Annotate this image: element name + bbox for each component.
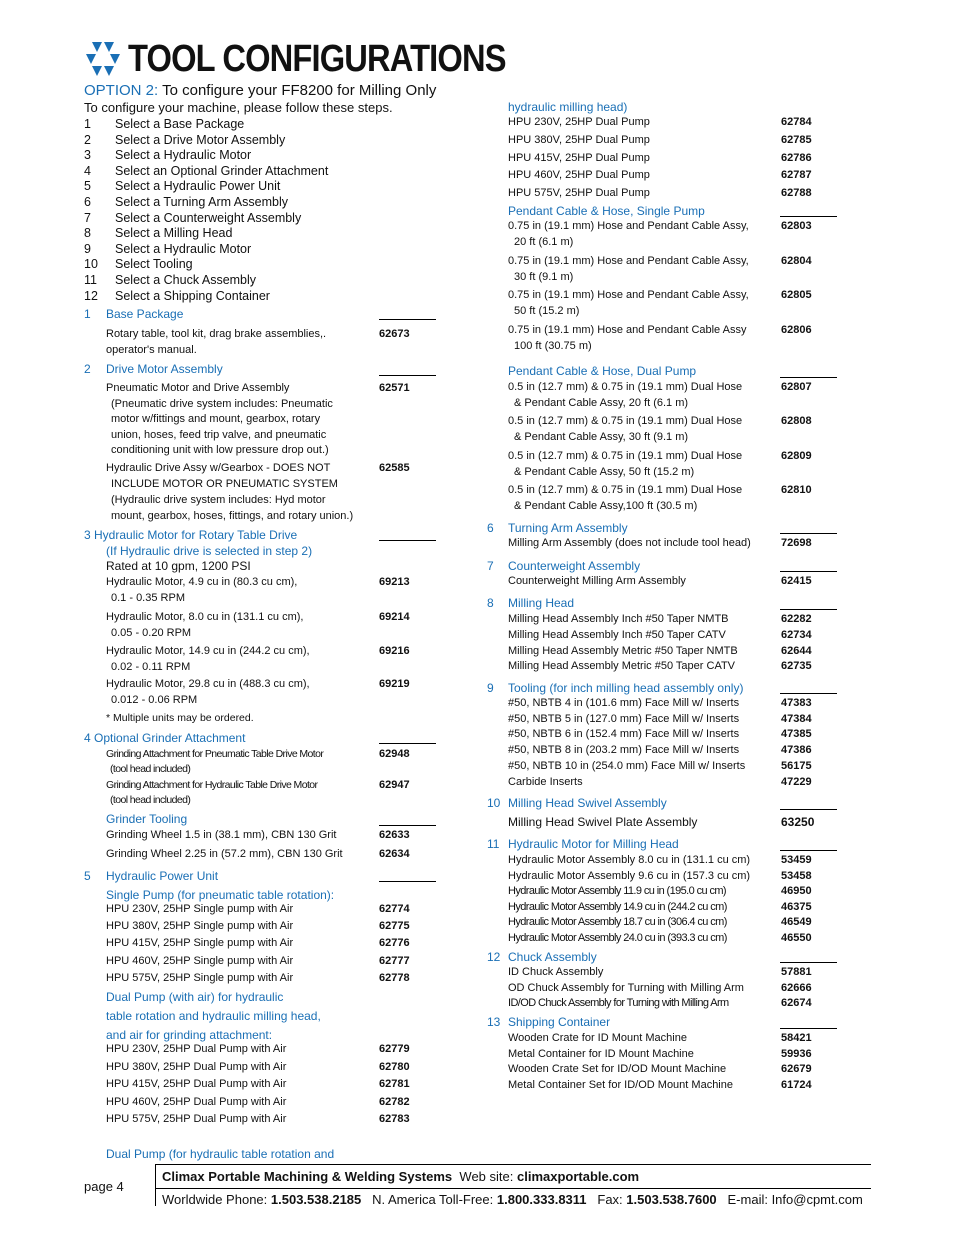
section-title-turning-arm: Turning Arm Assembly xyxy=(508,521,628,535)
part-number: 53458 xyxy=(781,869,812,882)
part-number: 62780 xyxy=(379,1060,410,1073)
item-line: Hydraulic Motor Assembly 9.6 cu in (157.3 cu cm) xyxy=(508,869,751,882)
part-number: 62778 xyxy=(379,971,410,984)
item-line: Hydraulic Motor, 8.0 cu in (131.1 cu cm), xyxy=(106,611,304,623)
item-line: HPU 415V, 25HP Dual Pump xyxy=(508,151,650,164)
note-text: * Multiple units may be ordered. xyxy=(106,712,254,724)
item-line: 0.5 in (12.7 mm) & 0.75 in (19.1 mm) Dual Hose xyxy=(508,484,743,496)
step-text: Select a Turning Arm Assembly xyxy=(115,195,288,209)
item-line: motor w/fittings and mount, gearbox, rotary xyxy=(111,413,321,425)
item-line: 0.1 - 0.35 RPM xyxy=(111,592,185,604)
item-line: Milling Head Assembly Inch #50 Taper NMTB xyxy=(508,613,729,625)
item-line: #50, NBTB 4 in (101.6 mm) Face Mill w/ Inserts xyxy=(508,697,740,709)
part-number: 62784 xyxy=(781,116,812,128)
part-number: 69213 xyxy=(379,576,410,588)
step-text: Select a Chuck Assembly xyxy=(115,273,257,287)
item-line: operator's manual. xyxy=(106,344,197,356)
item-line: & Pendant Cable Assy, 30 ft (9.1 m) xyxy=(514,431,689,443)
item-line: Metal Container for ID Mount Machine xyxy=(508,1047,694,1060)
item-line: HPU 575V, 25HP Single pump with Air xyxy=(106,971,294,984)
item-line: (tool head included) xyxy=(110,763,191,775)
part-number: 62282 xyxy=(781,613,812,625)
item-line: 0.5 in (12.7 mm) & 0.75 in (19.1 mm) Dual Hose xyxy=(508,415,743,427)
step-text: Select a Hydraulic Motor xyxy=(115,148,252,163)
item-line: HPU 460V, 25HP Single pump with Air xyxy=(106,954,294,967)
item-line: & Pendant Cable Assy, 50 ft (15.2 m) xyxy=(514,466,695,478)
section-number: 6 xyxy=(487,521,494,535)
step-text: Select an Optional Grinder Attachment xyxy=(115,163,329,178)
part-number: 53459 xyxy=(781,854,812,866)
section-number: 2 xyxy=(84,362,91,376)
step-text: Select a Hydraulic Power Unit xyxy=(115,179,281,194)
part-number: 62807 xyxy=(781,381,812,393)
part-number: 46550 xyxy=(781,932,812,944)
part-number: 62803 xyxy=(781,220,812,232)
part-number: 57881 xyxy=(781,966,812,978)
item-line: ID/OD Chuck Assembly for Turning with Milling Arm xyxy=(508,997,729,1010)
step-number: 5 xyxy=(84,179,91,194)
item-line: 0.02 - 0.11 RPM xyxy=(111,661,191,673)
part-number: 62805 xyxy=(781,289,812,301)
item-line: INCLUDE MOTOR OR PNEUMATIC SYSTEM xyxy=(111,478,338,490)
item-line: Hydraulic Motor, 14.9 cu in (244.2 cu cm), xyxy=(106,645,310,657)
footer-company-line xyxy=(162,1169,639,1184)
item-line: 0.05 - 0.20 RPM xyxy=(111,627,192,639)
quantity-blank[interactable] xyxy=(780,377,837,378)
part-number: 62644 xyxy=(781,644,812,657)
item-line: Metal Container Set for ID/OD Mount Machine xyxy=(508,1078,733,1091)
part-number: 62786 xyxy=(781,151,812,164)
item-line: Wooden Crate for ID Mount Machine xyxy=(508,1032,687,1044)
item-line: #50, NBTB 10 in (254.0 mm) Face Mill w/ Inserts xyxy=(508,759,746,772)
item-line: Grinding Attachment for Hydraulic Table Drive Motor xyxy=(106,779,318,791)
quantity-blank[interactable] xyxy=(780,533,837,534)
item-line: & Pendant Cable Assy, 20 ft (6.1 m) xyxy=(514,397,689,409)
web-label: Web site: xyxy=(459,1169,514,1184)
subsection-title: and air for grinding attachment: xyxy=(106,1028,273,1042)
quantity-blank[interactable] xyxy=(379,540,436,541)
section-title-drive-motor: Drive Motor Assembly xyxy=(106,362,223,376)
item-line: #50, NBTB 5 in (127.0 mm) Face Mill w/ Inserts xyxy=(508,712,740,725)
part-number: 69219 xyxy=(379,678,410,690)
step-text: Select a Milling Head xyxy=(115,226,233,241)
item-line: Hydraulic Motor, 4.9 cu in (80.3 cu cm), xyxy=(106,576,298,588)
step-number: 2 xyxy=(84,132,91,147)
part-number: 47386 xyxy=(781,744,812,757)
item-line: Milling Arm Assembly (does not include tool head) xyxy=(508,537,751,549)
item-line: union, hoses, feed trip valve, and pneumatic xyxy=(111,428,327,441)
worldwide-phone[interactable]: 1.503.538.2185 xyxy=(270,1192,362,1207)
section-title-base-package: Base Package xyxy=(106,307,184,321)
item-line: Milling Head Assembly Metric #50 Taper NMTB xyxy=(508,644,738,657)
item-line: 30 ft (9.1 m) xyxy=(514,271,574,283)
step-number: 6 xyxy=(84,195,91,209)
part-number: 62783 xyxy=(379,1113,410,1125)
section-title-shipping: Shipping Container xyxy=(508,1015,611,1029)
quantity-blank[interactable] xyxy=(780,809,837,810)
item-line: 50 ft (15.2 m) xyxy=(514,305,580,317)
section-number: 11 xyxy=(487,837,500,851)
item-line: Milling Head Swivel Plate Assembly xyxy=(508,815,698,829)
part-number: 62787 xyxy=(781,169,812,182)
subsection-title: Pendant Cable & Hose, Dual Pump xyxy=(508,364,697,378)
section-title-grinder: 4 Optional Grinder Attachment xyxy=(84,731,246,745)
quantity-blank[interactable] xyxy=(780,850,837,851)
section-title-hydraulic-motor: 3 Hydraulic Motor for Rotary Table Drive xyxy=(84,528,298,542)
step-number: 1 xyxy=(84,117,91,131)
item-line: HPU 460V, 25HP Dual Pump with Air xyxy=(106,1095,287,1108)
quantity-blank[interactable] xyxy=(379,743,436,744)
option-text: To configure your FF8200 for Milling Only xyxy=(162,82,437,99)
part-number: 62777 xyxy=(379,954,410,967)
item-line: Hydraulic Motor Assembly 14.9 cu in (244.2 cu cm) xyxy=(508,900,727,913)
subsection-title: Grinder Tooling xyxy=(106,812,188,826)
step-number: 8 xyxy=(84,226,91,241)
quantity-blank[interactable] xyxy=(780,693,837,694)
item-line: Counterweight Milling Arm Assembly xyxy=(508,575,686,587)
item-line: Milling Head Assembly Metric #50 Taper CATV xyxy=(508,660,736,673)
item-line: 0.75 in (19.1 mm) Hose and Pendant Cable Assy, xyxy=(508,220,749,232)
step-text: Select a Counterweight Assembly xyxy=(115,210,302,225)
step-number: 12 xyxy=(84,288,98,303)
section-title-milling-head: Milling Head xyxy=(508,596,575,610)
part-number: 47385 xyxy=(781,728,812,741)
item-line: HPU 230V, 25HP Dual Pump xyxy=(508,116,650,128)
subsection-title: hydraulic milling head) xyxy=(508,100,628,114)
worldwide-label: Worldwide Phone: xyxy=(162,1192,268,1207)
item-line: HPU 415V, 25HP Dual Pump with Air xyxy=(106,1078,287,1090)
step-number: 4 xyxy=(84,163,91,178)
part-number: 62781 xyxy=(379,1078,410,1090)
step-number: 11 xyxy=(84,273,97,287)
section-number: 7 xyxy=(487,559,494,573)
part-number: 62806 xyxy=(781,324,812,336)
quantity-blank[interactable] xyxy=(780,216,837,217)
item-line: HPU 575V, 25HP Dual Pump with Air xyxy=(106,1113,287,1125)
part-number: 46950 xyxy=(781,885,812,898)
step-number: 10 xyxy=(84,257,98,272)
footer-top-rule xyxy=(155,1164,871,1165)
quantity-blank[interactable] xyxy=(780,962,837,963)
item-line: 20 ft (6.1 m) xyxy=(514,236,574,248)
intro-text: To configure your machine, please follow these steps. xyxy=(84,100,393,115)
item-line: Pneumatic Motor and Drive Assembly xyxy=(106,382,290,394)
part-number: 62775 xyxy=(379,920,410,933)
item-line: mount, gearbox, hoses, fittings, and rotary union.) xyxy=(111,510,354,522)
part-number: 69214 xyxy=(379,611,410,623)
part-number: 62810 xyxy=(781,484,812,496)
item-line: 100 ft (30.75 m) xyxy=(514,340,592,352)
item-line: 0.75 in (19.1 mm) Hose and Pendant Cable Assy xyxy=(508,324,747,336)
quantity-blank[interactable] xyxy=(379,825,436,826)
part-number: 62415 xyxy=(781,575,812,587)
part-number: 47384 xyxy=(781,712,812,725)
step-text: Select a Hydraulic Motor xyxy=(115,241,252,256)
part-number: 62633 xyxy=(379,829,410,841)
section-subtitle: (If Hydraulic drive is selected in step 2) xyxy=(106,544,313,558)
step-text: Select a Drive Motor Assembly xyxy=(115,132,286,147)
step-number: 3 xyxy=(84,148,91,163)
part-number: 62735 xyxy=(781,660,812,673)
item-line: Hydraulic Drive Assy w/Gearbox - DOES NOT xyxy=(106,462,331,474)
step-text: Select a Shipping Container xyxy=(115,288,270,303)
item-line: OD Chuck Assembly for Turning with Milling Arm xyxy=(508,981,744,994)
part-number: 47383 xyxy=(781,697,812,709)
part-number: 47229 xyxy=(781,775,812,788)
part-number: 62679 xyxy=(781,1063,812,1076)
subsection-title: table rotation and hydraulic milling head, xyxy=(106,1009,321,1023)
part-number: 62734 xyxy=(781,628,812,641)
subsection-title: Single Pump (for pneumatic table rotation): xyxy=(106,888,335,902)
part-number: 58421 xyxy=(781,1032,812,1044)
fax-label: Fax: xyxy=(597,1192,623,1207)
item-line: HPU 380V, 25HP Dual Pump with Air xyxy=(106,1060,287,1073)
part-number: 62804 xyxy=(781,255,812,267)
toll-free-phone[interactable]: 1.800.333.8311 xyxy=(496,1192,587,1207)
rated-text: Rated at 10 gpm, 1200 PSI xyxy=(106,559,251,573)
item-line: 0.75 in (19.1 mm) Hose and Pendant Cable Assy, xyxy=(508,255,749,267)
part-number: 62585 xyxy=(379,462,410,474)
quantity-blank[interactable] xyxy=(379,881,436,882)
step-number: 7 xyxy=(84,210,91,225)
item-line: Grinding Attachment for Pneumatic Table Drive Motor xyxy=(106,748,324,760)
quantity-blank[interactable] xyxy=(379,319,436,320)
step-text: Select Tooling xyxy=(115,257,193,272)
item-line: Hydraulic Motor Assembly 24.0 cu in (393.3 cu cm) xyxy=(508,932,727,944)
item-line: HPU 460V, 25HP Dual Pump xyxy=(508,169,650,182)
part-number: 63250 xyxy=(781,815,815,829)
step-text: Select a Base Package xyxy=(115,117,245,131)
item-line: HPU 230V, 25HP Single pump with Air xyxy=(106,903,294,915)
part-number: 62782 xyxy=(379,1095,410,1108)
item-line: Hydraulic Motor, 29.8 cu in (488.3 cu cm), xyxy=(106,678,310,690)
item-line: HPU 380V, 25HP Single pump with Air xyxy=(106,920,294,933)
page-title: TOOL CONFIGURATIONS xyxy=(128,38,506,80)
section-number: 5 xyxy=(84,869,91,883)
item-line: HPU 575V, 25HP Dual Pump xyxy=(508,187,650,200)
part-number: 59936 xyxy=(781,1047,812,1060)
item-line: Hydraulic Motor Assembly 18.7 cu in (306.4 cu cm) xyxy=(508,916,727,929)
subsection-title: Pendant Cable & Hose, Single Pump xyxy=(508,204,705,218)
quantity-blank[interactable] xyxy=(780,1028,837,1029)
part-number: 46549 xyxy=(781,916,812,929)
part-number: 62634 xyxy=(379,848,410,860)
section-title-hpu: Hydraulic Power Unit xyxy=(106,869,219,883)
section-title-chuck: Chuck Assembly xyxy=(508,950,597,964)
item-line: 0.5 in (12.7 mm) & 0.75 in (19.1 mm) Dual Hose xyxy=(508,381,743,393)
item-line: Carbide Inserts xyxy=(508,775,583,788)
part-number: 69216 xyxy=(379,645,410,657)
footer-mid-rule xyxy=(155,1188,871,1189)
subsection-title: Dual Pump (for hydraulic table rotation and xyxy=(106,1147,335,1161)
part-number: 62666 xyxy=(781,981,812,994)
item-line: Grinding Wheel 1.5 in (38.1 mm), CBN 130 Grit xyxy=(106,829,337,841)
part-number: 62947 xyxy=(379,779,410,791)
section-number: 10 xyxy=(487,796,501,810)
item-line: Milling Head Assembly Inch #50 Taper CATV xyxy=(508,628,726,641)
item-line: (tool head included) xyxy=(110,794,191,806)
item-line: HPU 380V, 25HP Dual Pump xyxy=(508,133,650,146)
part-number: 56175 xyxy=(781,759,812,772)
part-number: 46375 xyxy=(781,900,812,913)
item-line: 0.75 in (19.1 mm) Hose and Pendant Cable Assy, xyxy=(508,289,749,301)
quantity-blank[interactable] xyxy=(379,375,436,376)
item-line: ID Chuck Assembly xyxy=(508,966,604,978)
part-number: 72698 xyxy=(781,537,812,549)
item-line: #50, NBTB 8 in (203.2 mm) Face Mill w/ Inserts xyxy=(508,744,740,757)
item-line: HPU 415V, 25HP Single pump with Air xyxy=(106,937,294,950)
part-number: 62809 xyxy=(781,450,812,462)
subsection-title: Dual Pump (with air) for hydraulic xyxy=(106,990,284,1004)
item-line: (Hydraulic drive system includes: Hyd motor xyxy=(111,494,326,506)
item-line: (Pneumatic drive system includes: Pneumatic xyxy=(111,397,333,410)
item-line: #50, NBTB 6 in (152.4 mm) Face Mill w/ Inserts xyxy=(508,728,740,741)
part-number: 62774 xyxy=(379,903,410,915)
item-line: 0.5 in (12.7 mm) & 0.75 in (19.1 mm) Dual Hose xyxy=(508,450,743,462)
part-number: 62948 xyxy=(379,748,410,760)
section-number: 9 xyxy=(487,681,494,695)
section-number: 1 xyxy=(84,307,91,321)
part-number: 62808 xyxy=(781,415,812,427)
section-title-swivel: Milling Head Swivel Assembly xyxy=(508,796,667,810)
option-heading xyxy=(84,82,436,99)
item-line: 0.012 - 0.06 RPM xyxy=(111,694,198,706)
company-name: Climax Portable Machining & Welding Systems xyxy=(162,1169,453,1184)
part-number: 61724 xyxy=(781,1078,812,1091)
section-title-hyd-motor-milling: Hydraulic Motor for Milling Head xyxy=(508,837,679,851)
quantity-blank[interactable] xyxy=(780,609,837,610)
item-line: & Pendant Cable Assy,100 ft (30.5 m) xyxy=(514,500,698,512)
item-line: HPU 230V, 25HP Dual Pump with Air xyxy=(106,1043,287,1055)
toll-free-label: N. America Toll-Free: xyxy=(372,1192,494,1207)
part-number: 62788 xyxy=(781,187,812,200)
item-line: Grinding Wheel 2.25 in (57.2 mm), CBN 130 Grit xyxy=(106,848,343,860)
section-number: 8 xyxy=(487,596,494,610)
part-number: 62776 xyxy=(379,937,410,950)
part-number: 62571 xyxy=(379,382,410,394)
email-link[interactable]: E-mail: Info@cpmt.com xyxy=(727,1192,863,1207)
fax-number: 1.503.538.7600 xyxy=(626,1192,717,1207)
item-line: Wooden Crate Set for ID/OD Mount Machine xyxy=(508,1063,727,1076)
part-number: 62674 xyxy=(781,997,812,1010)
part-number: 62785 xyxy=(781,133,812,146)
quantity-blank[interactable] xyxy=(780,571,837,572)
option-label: OPTION 2: xyxy=(84,82,159,99)
section-number: 12 xyxy=(487,950,501,964)
item-line: Hydraulic Motor Assembly 8.0 cu in (131.1 cu cm) xyxy=(508,854,751,866)
footer-contact-line xyxy=(162,1192,863,1207)
website-link[interactable]: climaxportable.com xyxy=(516,1169,640,1184)
page-number: page 4 xyxy=(84,1179,124,1194)
step-number: 9 xyxy=(84,241,91,256)
part-number: 62673 xyxy=(379,328,410,340)
item-line: Hydraulic Motor Assembly 11.9 cu in (195.0 cu cm) xyxy=(508,885,726,898)
part-number: 62779 xyxy=(379,1043,410,1055)
section-title-tooling: Tooling (for inch milling head assembly only) xyxy=(508,681,744,695)
item-line: Rotary table, tool kit, drag brake assemblies,. xyxy=(106,328,327,340)
climax-logo xyxy=(84,40,122,78)
footer-divider xyxy=(155,1164,156,1206)
item-line: conditioning unit with low pressure drop out.) xyxy=(111,444,329,456)
section-title-counterweight: Counterweight Assembly xyxy=(508,559,641,573)
section-number: 13 xyxy=(487,1015,501,1029)
